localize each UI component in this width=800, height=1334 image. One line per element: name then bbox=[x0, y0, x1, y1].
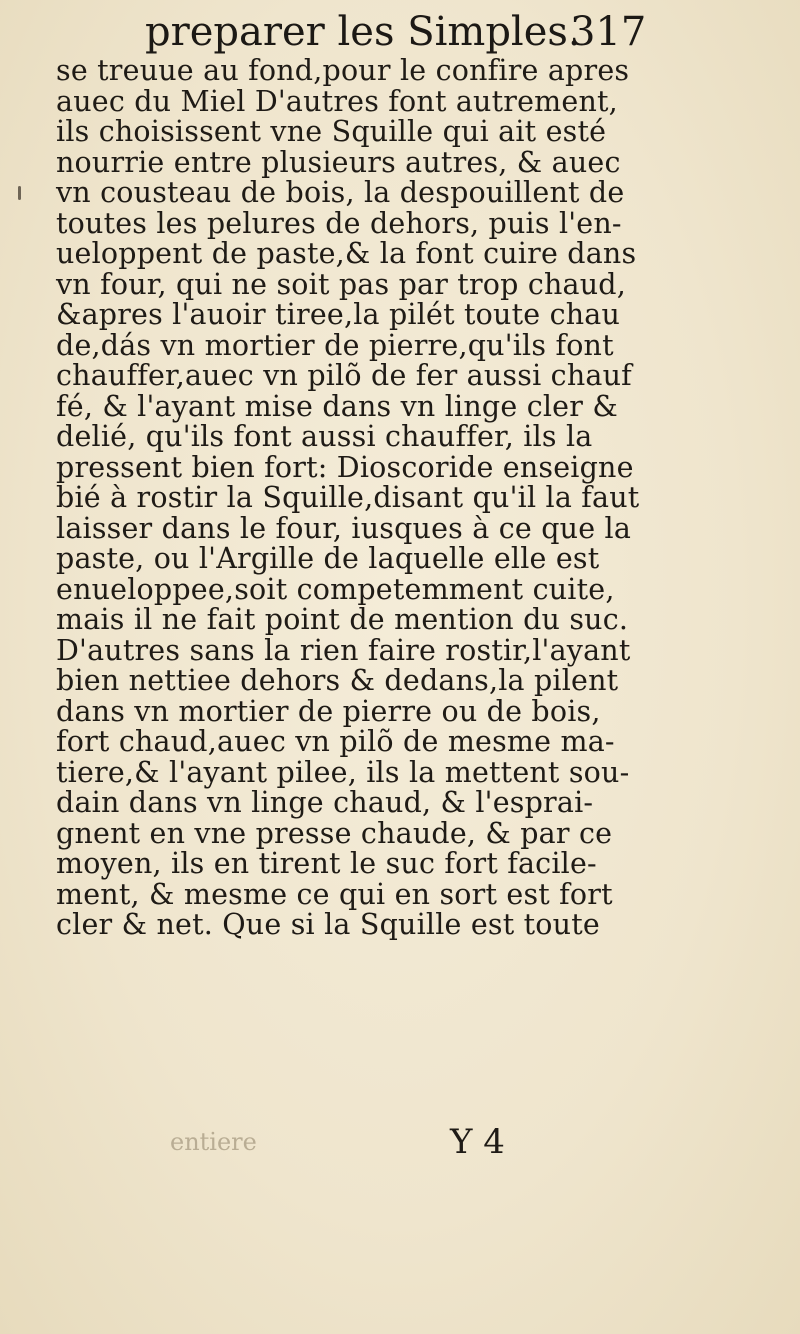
text-line: de,dás vn mortier de pierre,qu'ils font bbox=[56, 328, 614, 362]
text-line: ment, & mesme ce qui en sort est fort bbox=[56, 877, 613, 911]
text-line: pressent bien fort: Dioscoride enseigne bbox=[56, 450, 634, 484]
running-head bbox=[0, 8, 800, 56]
margin-mark bbox=[18, 186, 21, 200]
text-line: mais il ne fait point de mention du suc. bbox=[56, 603, 629, 636]
text-line: gnent en vne presse chaude, & par ce bbox=[56, 816, 613, 850]
signature-mark: Y 4 bbox=[450, 1122, 505, 1162]
running-title: preparer les Simples. bbox=[145, 9, 581, 55]
text-line: fé, & l'ayant mise dans vn linge cler & bbox=[56, 389, 618, 423]
text-line: tiere,& l'ayant pilee, ils la mettent sou- bbox=[56, 755, 630, 789]
text-line: enueloppee,soit competemment cuite, bbox=[56, 572, 615, 606]
text-line: dans vn mortier de pierre ou de bois, bbox=[56, 694, 601, 728]
text-line: laisser dans le four, iusques à ce que la bbox=[56, 511, 632, 545]
page-footer bbox=[0, 1122, 800, 1162]
text-line: cler & net. Que si la Squille est toute bbox=[56, 908, 600, 941]
text-line: dain dans vn linge chaud, & l'esprai- bbox=[56, 786, 594, 819]
text-line: toutes les pelures de dehors, puis l'en- bbox=[56, 206, 622, 240]
body-text bbox=[56, 56, 646, 941]
catchword: entiere bbox=[170, 1128, 257, 1156]
text-line: &apres l'auoir tiree,la pilét toute chau bbox=[56, 298, 621, 331]
text-line: delié, qu'ils font aussi chauffer, ils la bbox=[56, 420, 593, 453]
text-line: ils choisissent vne Squille qui ait esté bbox=[56, 115, 607, 148]
text-line: chauffer,auec vn pilõ de fer aussi chauf bbox=[56, 359, 632, 392]
text-line: vn four, qui ne soit pas par trop chaud, bbox=[56, 267, 626, 301]
text-line: D'autres sans la rien faire rostir,l'ayant bbox=[56, 633, 631, 667]
text-line: ueloppent de paste,& la font cuire dans bbox=[56, 237, 637, 270]
text-line: bien nettiee dehors & dedans,la pilent bbox=[56, 664, 619, 697]
text-line: paste, ou l'Argille de laquelle elle est bbox=[56, 542, 600, 575]
text-line: vn cousteau de bois, la despouillent de bbox=[56, 176, 625, 209]
text-line: fort chaud,auec vn pilõ de mesme ma- bbox=[56, 725, 615, 758]
text-line: moyen, ils en tirent le suc fort facile- bbox=[56, 847, 597, 880]
text-line: nourrie entre plusieurs autres, & auec bbox=[56, 145, 621, 179]
page-number: 317 bbox=[570, 9, 647, 55]
text-line: bié à rostir la Squille,disant qu'il la faut bbox=[56, 481, 640, 514]
text-line: auec du Miel D'autres font autrement, bbox=[56, 84, 618, 118]
text-line: se treuue au fond,pour le confire apres bbox=[56, 54, 630, 87]
